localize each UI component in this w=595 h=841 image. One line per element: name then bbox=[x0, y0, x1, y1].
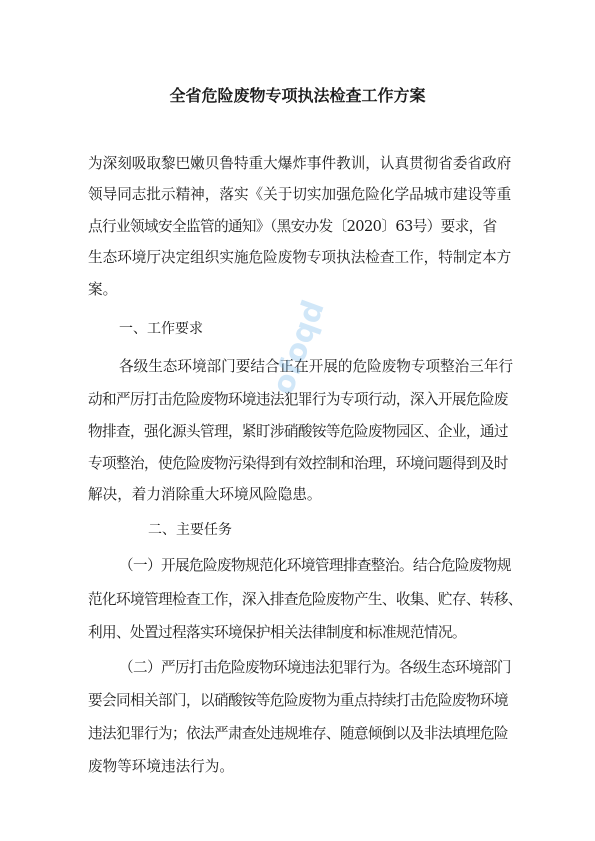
watermark: ofoqd bbox=[265, 295, 332, 400]
item1-line-3: 利用、处置过程落实环境保护相关法律制度和标准规范情况。 bbox=[88, 624, 466, 641]
item1-line-2: 范化环境管理检查工作，深入排查危险废物产生、收集、贮存、转移、 bbox=[88, 591, 522, 608]
intro-line-3: 点行业领域安全监管的通知》（黑安办发〔2020〕63号）要求，省 bbox=[88, 218, 497, 235]
item1-line-1: （一）开展危险废物规范化环境管理排查整治。结合危险废物规 bbox=[119, 557, 511, 574]
section1-line-1: 各级生态环境部门要结合正在开展的危险废物专项整治三年行 bbox=[119, 358, 514, 375]
item2-line-4: 废物等环境违法行为。 bbox=[88, 758, 234, 775]
section1-line-3: 物排查，强化源头管理，紧盯涉硝酸铵等危险废物园区、企业，通过 bbox=[88, 423, 508, 440]
item2-line-1: （二）严厉打击危险废物环境违法犯罪行为。各级生态环境部门 bbox=[119, 659, 511, 676]
section1-line-2: 动和严厉打击危险废物环境违法犯罪行为专项行动，深入开展危险废 bbox=[88, 391, 508, 408]
item2-line-3: 违法犯罪行为；依法严肃查处违规堆存、随意倾倒以及非法填埋危险 bbox=[88, 725, 508, 742]
item2-line-2: 要会同相关部门，以硝酸铵等危险废物为重点持续打击危险废物环境 bbox=[88, 692, 508, 709]
intro-line-5: 案。 bbox=[88, 281, 118, 298]
intro-line-2: 领导同志批示精神，落实《关于切实加强危险化学品城市建设等重 bbox=[88, 186, 512, 203]
section1-heading: 一、工作要求 bbox=[119, 321, 203, 337]
section1-line-5: 解决，着力消除重大环境风险隐患。 bbox=[88, 486, 322, 503]
document-title: 全省危险废物专项执法检查工作方案 bbox=[169, 86, 426, 105]
section1-line-4: 专项整治，使危险废物污染得到有效控制和治理，环境问题得到及时 bbox=[88, 455, 508, 472]
intro-line-4: 生态环境厅决定组织实施危险废物专项执法检查工作，特制定本方 bbox=[88, 249, 512, 266]
intro-line-1: 为深刻吸取黎巴嫩贝鲁特重大爆炸事件教训，认真贯彻省委省政府 bbox=[88, 155, 512, 172]
section2-heading: 二、主要任务 bbox=[148, 522, 232, 538]
